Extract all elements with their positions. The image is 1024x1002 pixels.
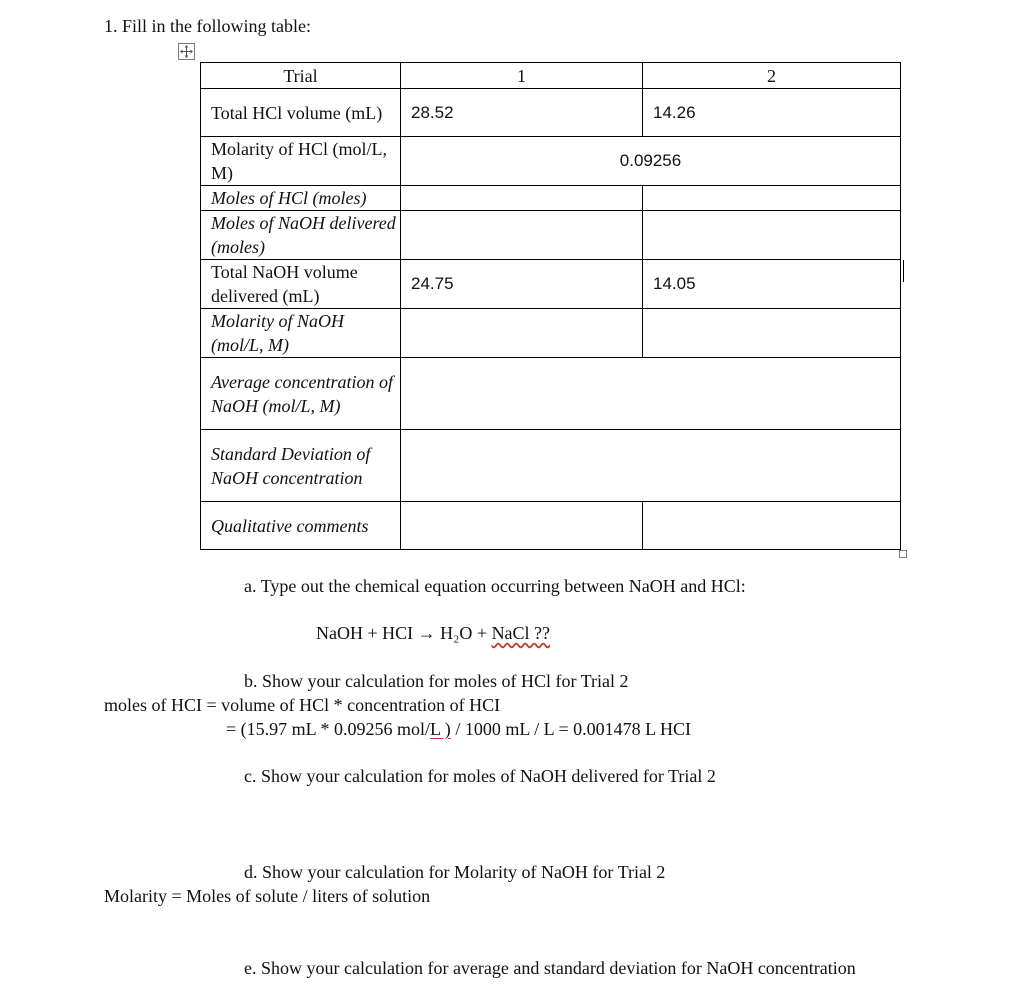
header-trial-2: 2 [643,63,901,89]
part-e-prompt: e. Show your calculation for average and standard deviation for NaOH concentration [244,958,856,978]
cell-trial-1[interactable] [401,502,643,550]
cell-merged[interactable] [401,358,901,430]
table-row [201,137,901,186]
part-d-prompt: d. Show your calculation for Molarity of NaOH for Trial 2 [244,862,666,882]
row-label: Moles of NaOH delivered (moles) [201,211,401,260]
table-row [201,502,901,550]
table-resize-handle[interactable] [899,550,907,558]
table-row [201,211,901,260]
part-b-line1[interactable]: moles of HCI = volume of HCl * concentration of HCI [104,695,501,715]
cell-trial-1[interactable]: 28.52 [401,89,643,137]
table-row [201,430,901,502]
cell-trial-2[interactable] [643,211,901,260]
table-header-row [201,63,901,89]
results-table [200,62,901,550]
table-row [201,358,901,430]
equation-text: NaOH + HCI → H₂O + [316,623,492,643]
calc-start: = (15.97 mL * 0.09256 mol/ [226,719,430,739]
table-row [201,186,901,211]
calc-end: / 1000 mL / L = 0.001478 L HCI [450,719,691,739]
calc-flagged-unit: L ) [429,719,451,739]
cell-trial-2[interactable] [643,186,901,211]
row-label: Total HCl volume (mL) [201,89,401,137]
cell-trial-1[interactable] [401,309,643,358]
equation-product-flagged: NaCl ?? [491,623,551,643]
row-label: Standard Deviation of NaOH concentration [201,430,401,502]
question-heading: 1. Fill in the following table: [104,16,311,36]
header-trial-1: 1 [401,63,643,89]
cell-trial-1[interactable]: 24.75 [401,260,643,309]
header-trial: Trial [201,63,401,89]
table-row [201,89,901,137]
row-label: Average concentration of NaOH (mol/L, M) [201,358,401,430]
cell-trial-2[interactable] [643,502,901,550]
part-b-line2[interactable] [226,718,691,740]
table-row [201,309,901,358]
row-label: Molarity of NaOH (mol/L, M) [201,309,401,358]
cell-trial-2[interactable]: 14.05 [643,260,901,309]
row-label: Total NaOH volume delivered (mL) [201,260,401,309]
part-d-line1[interactable]: Molarity = Moles of solute / liters of solution [104,886,431,906]
cell-trial-1[interactable] [401,186,643,211]
cell-trial-2[interactable]: 14.26 [643,89,901,137]
part-a-prompt: a. Type out the chemical equation occurring between NaOH and HCl: [244,576,746,596]
cell-trial-2[interactable] [643,309,901,358]
cell-trial-1[interactable] [401,211,643,260]
row-label: Molarity of HCl (mol/L, M) [201,137,401,186]
part-c-prompt: c. Show your calculation for moles of NaOH delivered for Trial 2 [244,766,716,786]
table-row [201,260,901,309]
row-label: Moles of HCl (moles) [201,186,401,211]
cell-merged[interactable]: 0.09256 [401,137,901,186]
part-b-prompt: b. Show your calculation for moles of HCl for Trial 2 [244,671,629,691]
text-cursor [903,260,904,282]
row-label: Qualitative comments [201,502,401,550]
cell-merged[interactable] [401,430,901,502]
part-a-answer[interactable] [316,622,550,644]
table-move-icon[interactable] [178,43,195,60]
